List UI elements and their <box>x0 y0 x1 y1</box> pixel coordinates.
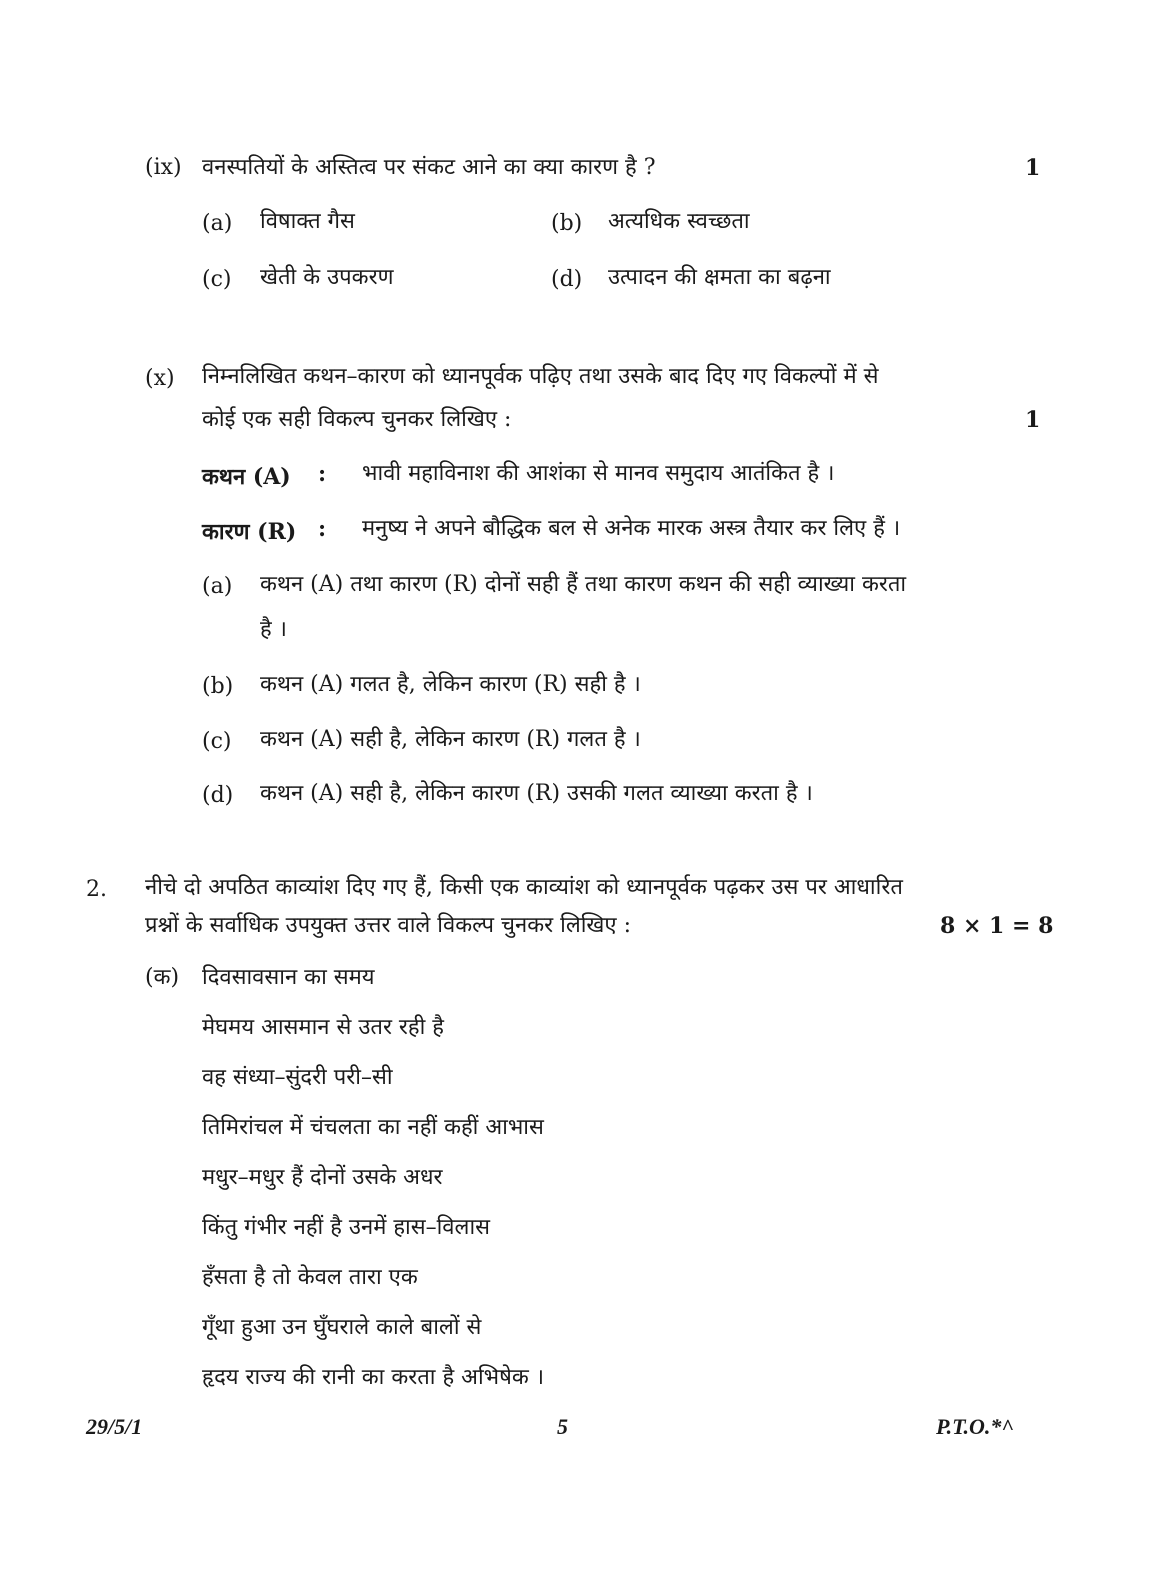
part-label-ka: (क) <box>145 965 180 990</box>
option-label-ix-c: (c) <box>202 267 232 292</box>
question-text-2-line1: नीचे दो अपठित काव्यांश दिए गए हैं, किसी एक काव्यांश को ध्यानपूर्वक पढ़कर उस पर आधारित <box>145 875 903 900</box>
poem-line-9: हृदय राज्य की रानी का करता है अभिषेक । <box>202 1365 545 1390</box>
option-text-x-b: कथन (A) गलत है, लेकिन कारण (R) सही है । <box>260 672 641 697</box>
question-text-2-line2: प्रश्नों के सर्वाधिक उपयुक्त उत्तर वाले विकल्प चुनकर लिखिए : <box>145 913 631 938</box>
option-text-ix-c: खेती के उपकरण <box>260 265 394 290</box>
assertion-colon: : <box>318 461 327 487</box>
question-text-ix: वनस्पतियों के अस्तित्व पर संकट आने का क्या कारण है ? <box>202 155 656 180</box>
option-text-x-d: कथन (A) सही है, लेकिन कारण (R) उसकी गलत व्याख्या करता है । <box>260 781 813 806</box>
option-text-x-a-line2: है । <box>260 617 288 642</box>
paper-code: 29/5/1 <box>86 1414 143 1439</box>
page-number: 5 <box>557 1414 568 1439</box>
option-label-x-c: (c) <box>202 729 232 754</box>
marks-x: 1 <box>1025 407 1041 433</box>
poem-line-4: तिमिरांचल में चंचलता का नहीं कहीं आभास <box>202 1115 544 1140</box>
option-text-ix-b: अत्यधिक स्वच्छता <box>608 209 750 234</box>
option-label-ix-d: (d) <box>551 267 583 292</box>
option-label-ix-b: (b) <box>551 211 583 236</box>
option-text-x-a-line1: कथन (A) तथा कारण (R) दोनों सही हैं तथा कारण कथन की सही व्याख्या करता <box>260 572 907 597</box>
question-number-x: (x) <box>145 366 175 391</box>
question-text-x-line2: कोई एक सही विकल्प चुनकर लिखिए : <box>202 407 512 432</box>
reason-colon: : <box>318 516 327 542</box>
poem-line-3: वह संध्या–सुंदरी परी–सी <box>202 1065 393 1090</box>
option-text-ix-a: विषाक्त गैस <box>260 209 355 234</box>
poem-line-8: गूँथा हुआ उन घुँघराले काले बालों से <box>202 1315 482 1340</box>
poem-line-2: मेघमय आसमान से उतर रही है <box>202 1015 444 1040</box>
reason-text: मनुष्य ने अपने बौद्धिक बल से अनेक मारक अस्त्र तैयार कर लिए हैं । <box>362 516 901 541</box>
reason-label: कारण (R) <box>202 519 297 545</box>
question-number-ix: (ix) <box>145 155 182 180</box>
poem-line-6: किंतु गंभीर नहीं है उनमें हास–विलास <box>202 1215 491 1240</box>
assertion-label: कथन (A) <box>202 464 291 490</box>
option-text-ix-d: उत्पादन की क्षमता का बढ़ना <box>608 265 831 290</box>
marks-ix: 1 <box>1025 155 1041 181</box>
pto-label: P.T.O.*^ <box>936 1414 1014 1439</box>
question-number-2: 2. <box>86 877 107 902</box>
poem-line-7: हँसता है तो केवल तारा एक <box>202 1265 418 1290</box>
assertion-text: भावी महाविनाश की आशंका से मानव समुदाय आतंकित है । <box>362 461 835 486</box>
option-text-x-c: कथन (A) सही है, लेकिन कारण (R) गलत है । <box>260 727 641 752</box>
poem-line-1: दिवसावसान का समय <box>202 965 375 990</box>
option-label-x-b: (b) <box>202 674 234 699</box>
option-label-x-a: (a) <box>202 574 233 599</box>
option-label-ix-a: (a) <box>202 211 233 236</box>
option-label-x-d: (d) <box>202 783 234 808</box>
poem-line-5: मधुर–मधुर हैं दोनों उसके अधर <box>202 1165 443 1190</box>
question-text-x-line1: निम्नलिखित कथन–कारण को ध्यानपूर्वक पढ़िए तथा उसके बाद दिए गए विकल्पों में से <box>202 364 879 389</box>
marks-2: 8 × 1 = 8 <box>940 913 1054 939</box>
